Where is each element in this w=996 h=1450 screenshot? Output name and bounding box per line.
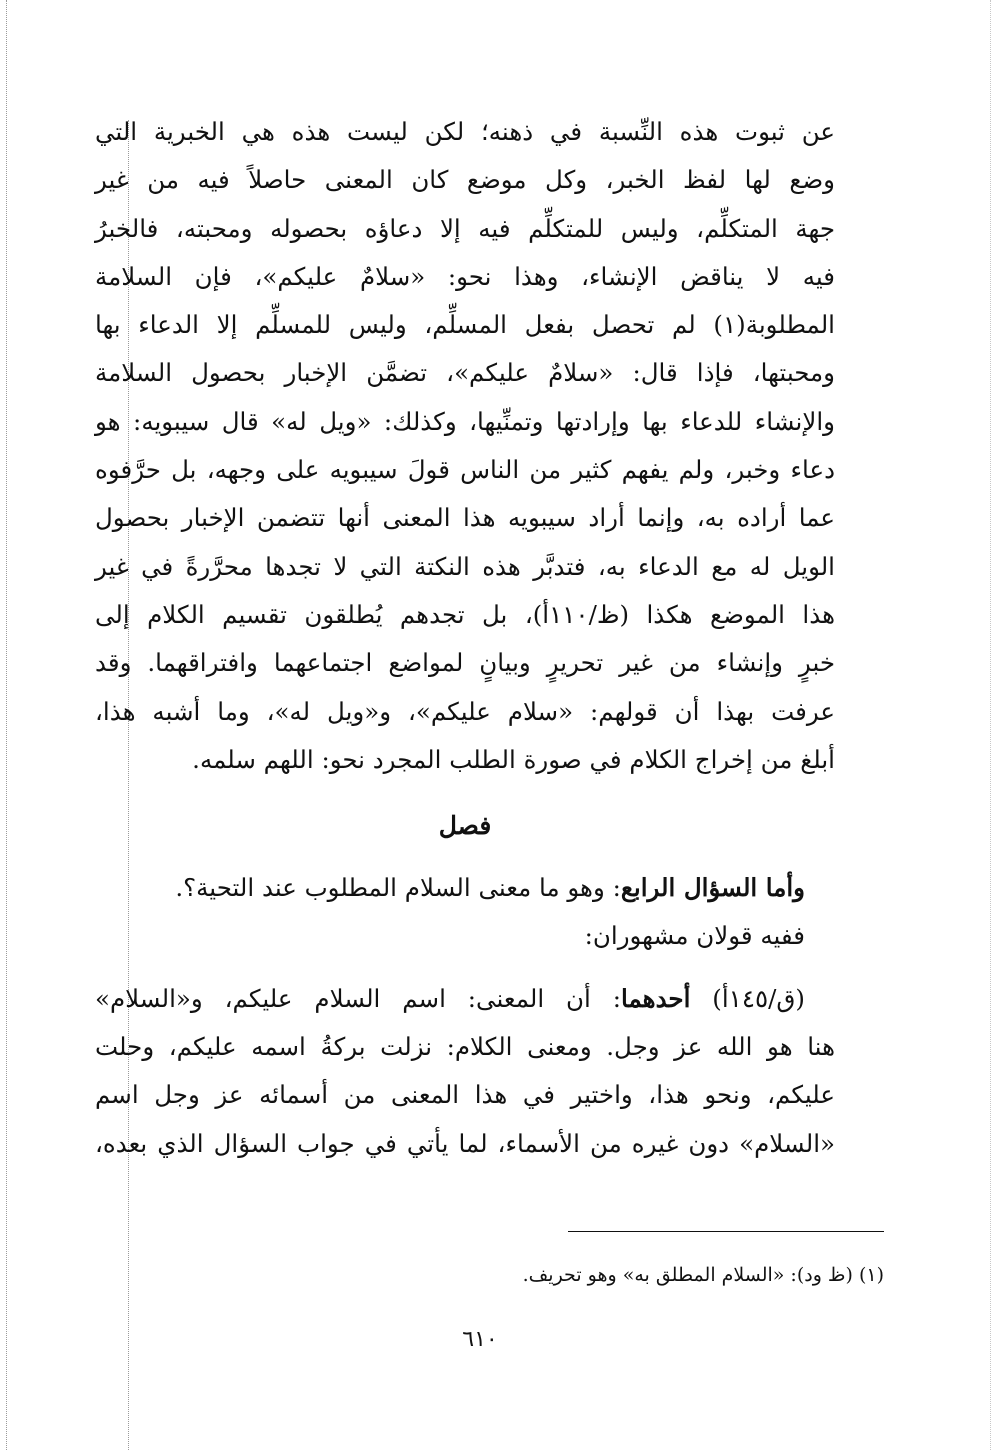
text-line-with-footnote-ref: المطلوبة(١) لم تحصل بفعل المسلِّم، وليس للمسلِّم إلا الدعاء بها — [95, 310, 835, 340]
paragraph-3 — [95, 975, 835, 1168]
text-line — [95, 975, 835, 1023]
text-line: خبرٍ وإنشاء من غير تحريرٍ وبيانٍ لمواضع اجتماعهما وافتراقهما. وقد — [95, 648, 835, 678]
text-line: أبلغ من إخراج الكلام في صورة الطلب المجرد نحو: اللهم سلمه. — [192, 744, 835, 774]
first-opinion-text: : أن المعنى: اسم السلام عليكم، و«السلام» — [95, 983, 622, 1013]
footnote-divider — [568, 1231, 884, 1232]
text-line: ومحبتها، فإذا قال: «سلامٌ عليكم»، تضمَّن الإخبار بحصول السلامة — [95, 358, 835, 388]
text-line: هنا هو الله عز وجل. ومعنى الكلام: نزلت بركةُ اسمه عليكم، وحلت — [95, 1032, 835, 1062]
text-line: دعاء وخبر، ولم يفهم كثير من الناس قولَ سيبويه على وجهه، بل حرَّفوه — [95, 455, 835, 485]
page-body — [95, 108, 835, 1168]
text-line: هذا الموضع هكذا (ظ/١١٠أ)، بل تجدهم يُطلقون تقسيم الكلام إلى — [95, 599, 835, 629]
text-line: والإنشاء للدعاء بها وإرادتها وتمنِّيها، وكذلك: «ويل له» قال سيبويه: هو — [95, 406, 835, 436]
text-line: الويل له مع الدعاء به، فتدبَّر هذه النكتة التي لا تجدها محرَّرةً في غير — [95, 551, 835, 581]
scan-edge-left — [6, 0, 7, 1450]
text-line: عرفت بهذا أن قولهم: «سلام عليكم»، و«ويل له»، وما أشبه هذا، — [95, 696, 835, 726]
section-heading: فصل — [438, 811, 492, 841]
manuscript-ref: (ق/١٤٥أ) — [690, 983, 805, 1013]
question-text: : وهو ما معنى السلام المطلوب عند التحية؟. — [175, 873, 621, 903]
answer-intro: ففيه قولان مشهوران: — [584, 921, 805, 951]
paragraph-question — [95, 864, 835, 961]
text-line: عليكم، ونحو هذا، واختير في هذا المعنى من أسمائه عز وجل اسم — [95, 1080, 835, 1110]
page-number: ٦١٠ — [462, 1327, 498, 1352]
text-line: عما أراده به، وإنما أراد سيبويه هذا المعنى أنها تتضمن الإخبار بحصول — [95, 503, 835, 533]
text-line: عن ثبوت هذه النِّسبة في ذهنه؛ لكن ليست هذه هي الخبرية التي — [95, 117, 835, 146]
text-line: فيه لا يناقض الإنشاء، وهذا نحو: «سلامٌ عليكم»، فإن السلامة — [95, 261, 835, 291]
scan-edge-right — [990, 0, 991, 1450]
text-line: وضع لها لفظ الخبر، وكل موضع كان المعنى حاصلاً فيه من غير — [95, 165, 835, 195]
first-opinion-label: أحدهما — [621, 983, 691, 1013]
text-line: جهة المتكلِّم، وليس للمتكلِّم فيه إلا دعاؤه بحصوله ومحبته، فالخبرُ — [95, 213, 835, 243]
text-line: «السلام» دون غيره من الأسماء، لما يأتي في جواب السؤال الذي بعده، — [95, 1128, 835, 1158]
question-line — [95, 864, 835, 912]
question-label: وأما السؤال الرابع — [620, 873, 805, 903]
footnote: (١) (ظ ود): «السلام المطلق به» وهو تحريف. — [522, 1264, 884, 1286]
paragraph-1 — [95, 108, 835, 784]
